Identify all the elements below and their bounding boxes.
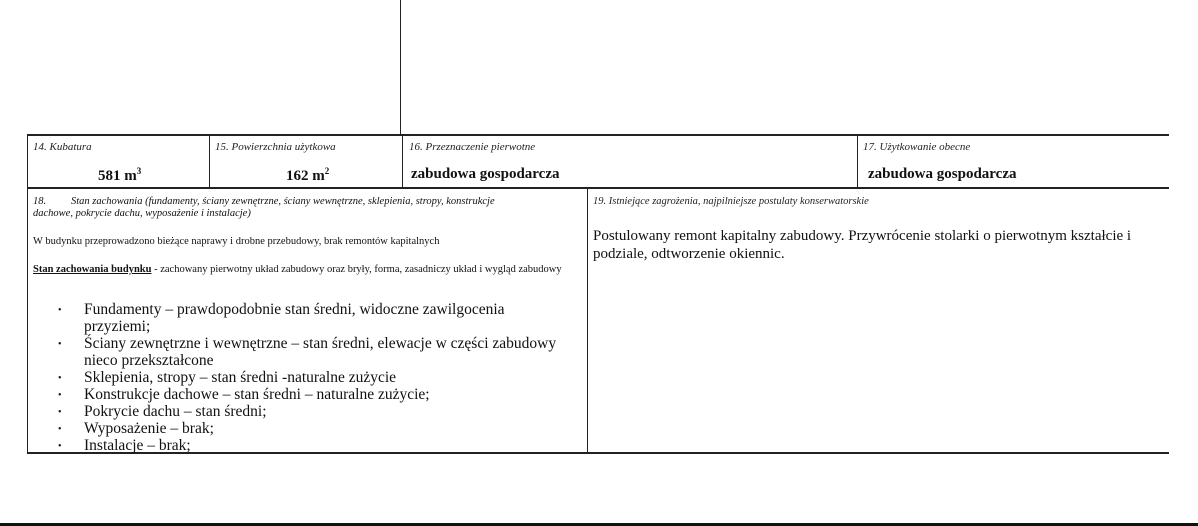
zagrozenia-caption: 19. Istniejące zagrożenia, najpilniejsze postulaty konserwatorskie [593, 196, 869, 207]
kubatura-value [98, 166, 141, 185]
list-item: • Konstrukcje dachowe – stan średni – naturalne zużycie; [58, 386, 573, 403]
list-item: • Pokrycie dachu – stan średni; [58, 403, 573, 420]
stan-caption [33, 196, 578, 220]
stan-caption-line1: Stan zachowania (fundamenty, ściany zewnętrzne, ściany wewnętrzne, sklepienia, stropy, konstrukcje [71, 196, 495, 207]
kubatura-unit-sup: 3 [136, 166, 142, 176]
stan-note: W budynku przeprowadzono bieżące naprawy i drobne przebudowy, brak remontów kapitalnych [33, 236, 440, 247]
stan-summary-text: - zachowany pierwotny układ zabudowy oraz bryły, forma, zasadniczy układ i wygląd zabudowy [151, 264, 562, 275]
top-box-divider [400, 0, 401, 134]
col-border-left [27, 134, 28, 454]
powierzchnia-caption: 15. Powierzchnia użytkowa [215, 141, 336, 153]
stan-caption-line2: dachowe, pokrycie dachu, wyposażenie i instalacje) [33, 208, 251, 219]
stan-list [58, 301, 573, 454]
uzytkowanie-value: zabudowa gospodarcza [868, 166, 1017, 182]
przeznaczenie-value: zabudowa gospodarcza [411, 166, 560, 182]
row-mid-border [27, 187, 1169, 189]
stan-summary-label: Stan zachowania budynku [33, 264, 152, 275]
stan-caption-num: 18. [33, 196, 47, 207]
powierzchnia-value-text: 162 m [286, 168, 325, 184]
kubatura-caption: 14. Kubatura [33, 141, 92, 153]
kubatura-value-text: 581 m [98, 168, 137, 184]
col-border-16-17 [857, 134, 858, 188]
uzytkowanie-caption: 17. Użytkowanie obecne [863, 141, 971, 153]
col-border-18-19 [587, 188, 588, 454]
przeznaczenie-caption: 16. Przeznaczenie pierwotne [409, 141, 536, 153]
list-item: • Sklepienia, stropy – stan średni -naturalne zużycie [58, 369, 573, 386]
col-border-15-16 [402, 134, 403, 188]
list-item: • Wyposażenie – brak; [58, 420, 573, 437]
powierzchnia-value [286, 166, 329, 185]
list-item: • Ściany zewnętrzne i wewnętrzne – stan średni, elewacje w części zabudowy nieco przekształcone [58, 335, 573, 369]
col-border-14-15 [209, 134, 210, 188]
stan-summary [33, 264, 581, 276]
powierzchnia-unit-sup: 2 [324, 166, 330, 176]
list-item: • Instalacje – brak; [58, 437, 573, 454]
row-top-border [27, 134, 1169, 136]
zagrozenia-text: Postulowany remont kapitalny zabudowy. Przywrócenie stolarki o pierwotnym kształcie i podziale, odtworzenie okiennic. [593, 228, 1132, 262]
list-item: • Fundamenty – prawdopodobnie stan średni, widoczne zawilgocenia przyziemi; [58, 301, 573, 335]
